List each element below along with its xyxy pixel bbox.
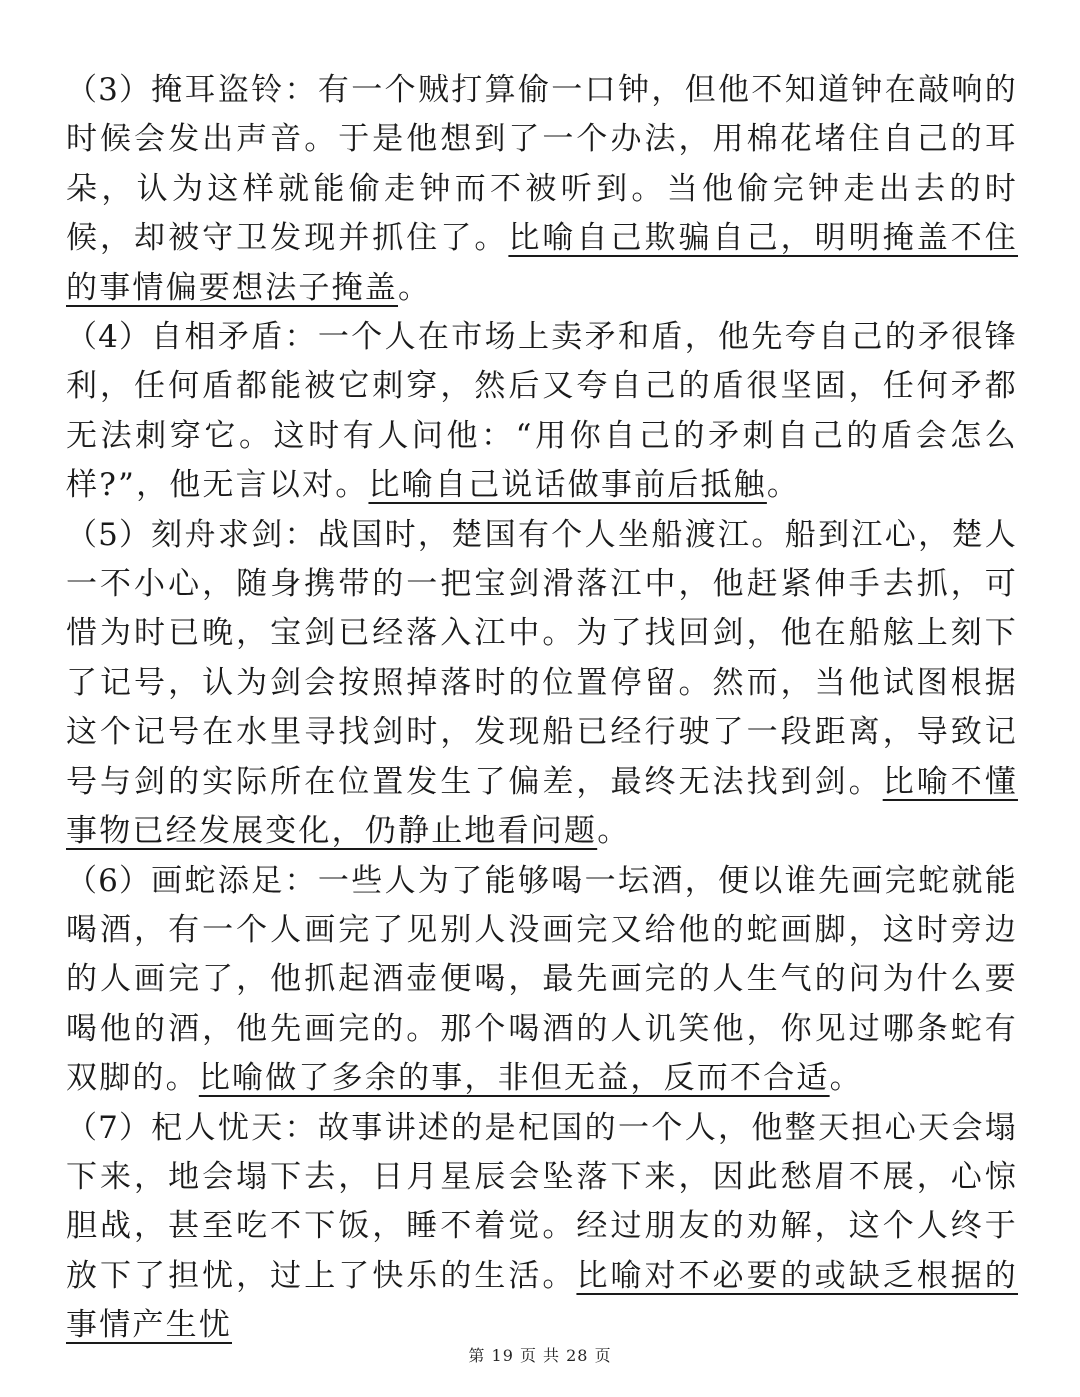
story-text: 杞人忧天：故事讲述的是杞国的一个人，他整天担心天会塌下来，地会塌下去，日月星辰会坠落下来，因此愁眉不展，心惊胆战，甚至吃不下饭，睡不着觉。经过朋友的劝解，这个人终于放下了担忧，过上了快乐的生活。 — [66, 1109, 1018, 1294]
page-footer: 第 19 页 共 28 页 — [468, 1346, 612, 1365]
meaning-underlined: 比喻自己说话做事前后抵触 — [368, 467, 767, 504]
sentence-end: 。 — [829, 1060, 863, 1097]
item-number: （7） — [66, 1109, 152, 1146]
idiom-paragraph-7 — [66, 1104, 1018, 1351]
idiom-paragraph-4 — [66, 313, 1018, 511]
meaning-underlined: 比喻对不必要的或缺乏根据的事情产生忧 — [66, 1257, 1018, 1344]
sentence-end: 。 — [766, 467, 801, 504]
item-number: （5） — [66, 516, 152, 553]
document-body — [66, 66, 1018, 1351]
story-text: 画蛇添足：一些人为了能够喝一坛酒，便以谁先画完蛇就能喝酒，有一个人画完了见别人没画完又给他的蛇画脚，这时旁边的人画完了，他抓起酒壶便喝，最先画完的人生气的问为什么要喝他的酒，他先画完的。那个喝酒的人讥笑他，你见过哪条蛇有双脚的。 — [66, 862, 1018, 1097]
meaning-underlined: 比喻自己欺骗自己，明明掩盖不住的事情偏要想法子掩盖 — [66, 220, 1018, 306]
sentence-end: 。 — [597, 813, 631, 850]
item-number: （3） — [66, 72, 152, 108]
story-text: 刻舟求剑：战国时，楚国有个人坐船渡江。船到江心，楚人一不小心，随身携带的一把宝剑滑落江中，他赶紧伸手去抓，可惜为时已晚，宝剑已经落入江中。为了找回剑，他在船舷上刻下了记号，认为剑会按照掉落时的位置停留。然而，当他试图根据这个记号在水里寻找剑时，发现船已经行驶了一段距离，导致记号与剑的实际所在位置发生了偏差，最终无法找到剑。 — [66, 516, 1018, 800]
idiom-paragraph-5 — [66, 511, 1018, 857]
sentence-end: 。 — [398, 269, 432, 306]
meaning-underlined: 比喻做了多余的事，非但无益，反而不合适 — [198, 1060, 830, 1097]
story-text: 自相矛盾：一个人在市场上卖矛和盾，他先夸自己的矛很锋利，任何盾都能被它刺穿，然后又夸自己的盾很坚固，任何矛都无法刺穿它。这时有人问他：“用你自己的矛刺自己的盾会怎么样?”，他无言以对。 — [66, 319, 1018, 504]
item-number: （4） — [66, 319, 152, 356]
item-number: （6） — [66, 862, 152, 899]
story-text: 掩耳盗铃：有一个贼打算偷一口钟，但他不知道钟在敲响的时候会发出声音。于是他想到了一个办法，用棉花堵住自己的耳朵，认为这样就能偷走钟而不被听到。当他偷完钟走出去的时候，却被守卫发现并抓住了。 — [66, 72, 1018, 257]
idiom-paragraph-3 — [66, 66, 1018, 313]
idiom-paragraph-6 — [66, 857, 1018, 1104]
meaning-underlined: 比喻不懂事物已经发展变化，仍静止地看问题 — [66, 763, 1018, 850]
